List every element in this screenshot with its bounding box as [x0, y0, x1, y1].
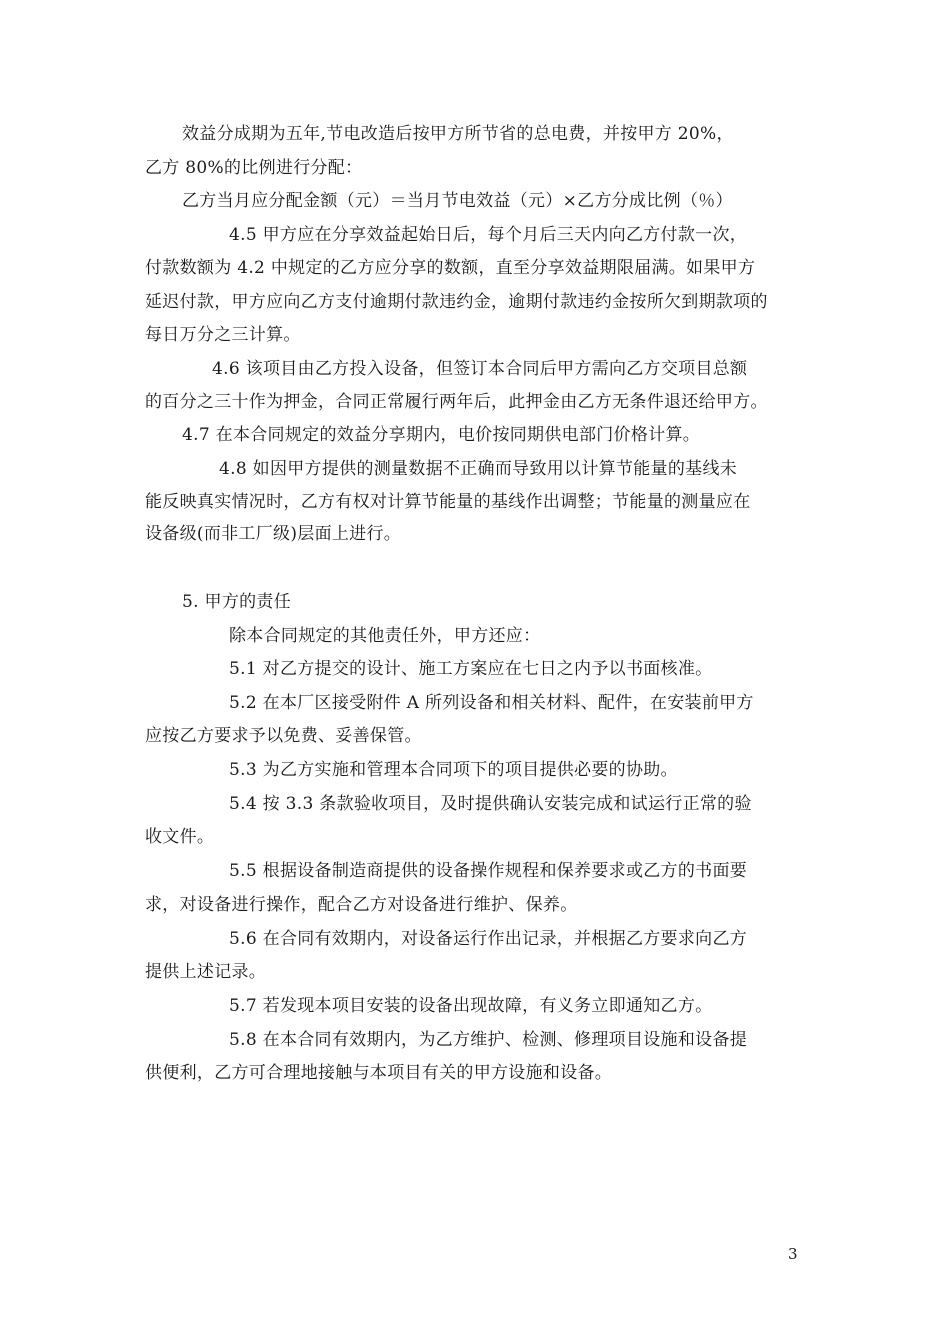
- text-line: 乙方 80%的比例进行分配：: [145, 158, 363, 178]
- text-line: 应按乙方要求予以免费、妥善保管。: [145, 726, 422, 746]
- text-line: 4.5 甲方应在分享效益起始日后，每个月后三天内向乙方付款一次，: [229, 225, 748, 245]
- text-line: 5.2 在本厂区接受附件 A 所列设备和相关材料、配件，在安装前甲方: [229, 693, 754, 713]
- text-line: 效益分成期为五年,节电改造后按甲方所节省的总电费，并按甲方 20%，: [182, 124, 734, 144]
- text-line: 的百分之三十作为押金，合同正常履行两年后，此押金由乙方无条件退还给甲方。: [145, 392, 768, 412]
- text-line: 供便利，乙方可合理地接触与本项目有关的甲方设施和设备。: [145, 1063, 613, 1083]
- text-line: 延迟付款，甲方应向乙方支付逾期付款违约金，逾期付款违约金按所欠到期款项的: [145, 292, 768, 312]
- section-heading: 5. 甲方的责任: [182, 592, 292, 612]
- text-line: 5.3 为乙方实施和管理本合同项下的项目提供必要的协助。: [229, 760, 678, 780]
- text-line: 5.4 按 3.3 条款验收项目，及时提供确认安装完成和试运行正常的验: [229, 794, 752, 814]
- text-line: 设备级(而非工厂级)层面上进行。: [145, 524, 402, 544]
- text-line: 5.5 根据设备制造商提供的设备操作规程和保养要求或乙方的书面要: [229, 861, 748, 881]
- text-line: 乙方当月应分配金额（元）＝当月节电效益（元）×乙方分成比例（％）: [182, 191, 733, 211]
- text-line: 求，对设备进行操作，配合乙方对设备进行维护、保养。: [145, 895, 578, 915]
- text-line: 4.7 在本合同规定的效益分享期内，电价按同期供电部门价格计算。: [182, 425, 701, 445]
- text-line: 4.6 该项目由乙方投入设备，但签订本合同后甲方需向乙方交项目总额: [212, 359, 748, 379]
- page-number: 3: [788, 1245, 798, 1263]
- text-line: 除本合同规定的其他责任外，甲方还应：: [229, 626, 541, 646]
- text-line: 5.7 若发现本项目安装的设备出现故障，有义务立即通知乙方。: [229, 996, 713, 1016]
- text-line: 4.8 如因甲方提供的测量数据不正确而导致用以计算节能量的基线未: [219, 459, 738, 479]
- text-line: 收文件。: [145, 827, 215, 847]
- text-line: 5.1 对乙方提交的设计、施工方案应在七日之内予以书面核准。: [229, 659, 713, 679]
- text-line: 5.8 在本合同有效期内，为乙方维护、检测、修理项目设施和设备提: [229, 1030, 748, 1050]
- text-line: 能反映真实情况时，乙方有权对计算节能量的基线作出调整；节能量的测量应在: [145, 492, 751, 512]
- text-line: 5.6 在合同有效期内，对设备运行作出记录，并根据乙方要求向乙方: [229, 929, 748, 949]
- text-line: 提供上述记录。: [145, 962, 267, 982]
- text-line: 付款数额为 4.2 中规定的乙方应分享的数额，直至分享效益期限届满。如果甲方: [145, 258, 756, 278]
- text-line: 每日万分之三计算。: [145, 325, 301, 345]
